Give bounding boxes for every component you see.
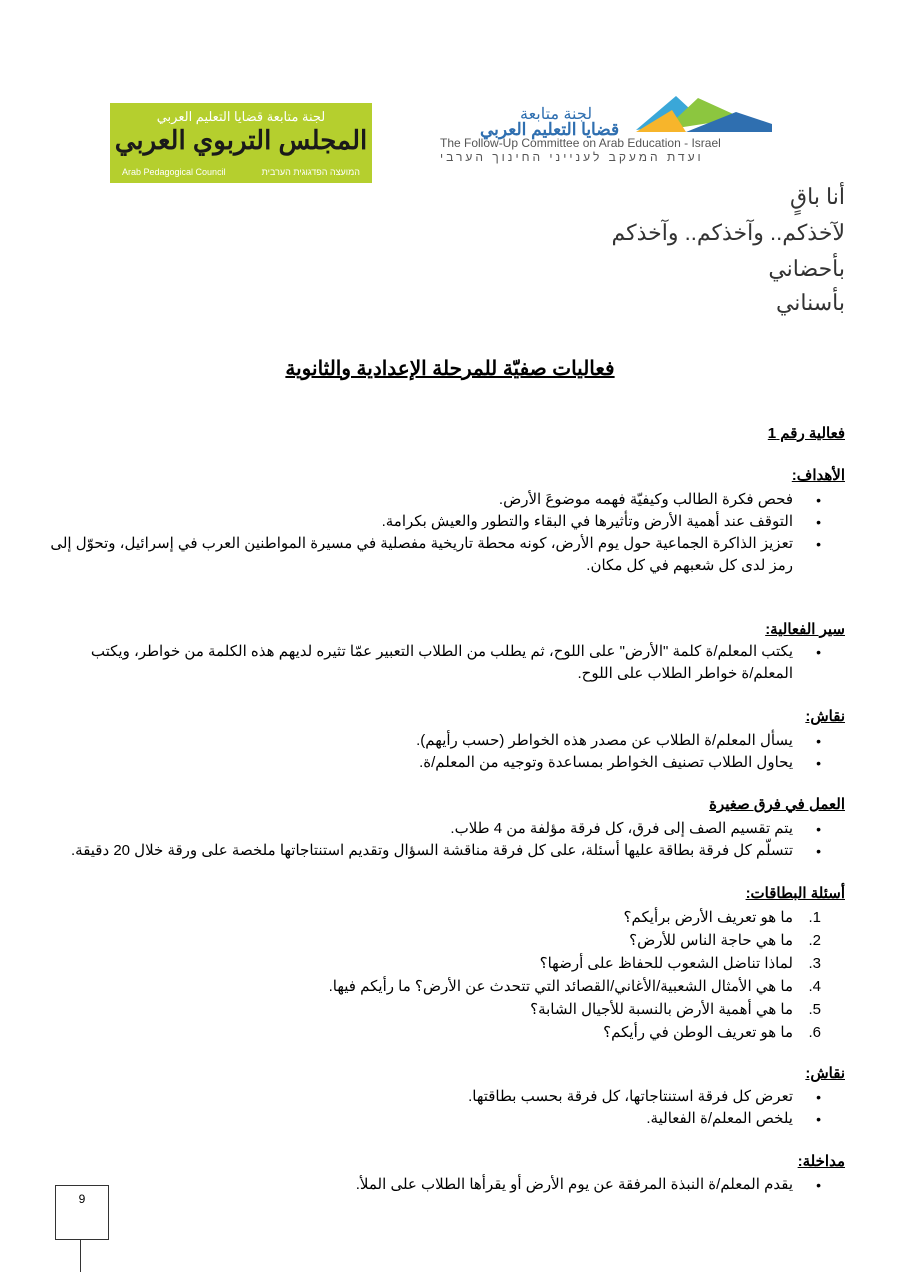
list-item: • يكتب المعلم/ة كلمة "الأرض" على اللوح، ثم يطلب من الطلاب التعبير عمّا تثيره لديهم هذه الكلمة من خواطر، ويكتب المعلم/ة خواطر الطلاب على اللوح.: [48, 641, 793, 685]
discussion-list-2: [48, 1086, 793, 1130]
goals-heading: الأهداف:: [791, 467, 845, 484]
list-item: [48, 998, 821, 1021]
item-text: ما هي الأمثال الشعبية/الأغاني/القصائد التي تتحدث عن الأرض؟ ما رأيكم فيها.: [328, 978, 793, 995]
item-text: ما هو تعريف الأرض برأيكم؟: [623, 909, 793, 926]
activity-title: فعالية رقم 1: [767, 425, 845, 442]
list-item: • يحاول الطلاب تصنيف الخواطر بمساعدة وتوجيه من المعلم/ة.: [48, 752, 793, 774]
poem-line-3: بأحضاني: [768, 256, 845, 281]
list-item: • تعزيز الذاكرة الجماعية حول يوم الأرض، كونه محطة تاريخية مفصلية في مسيرة المواطنين العرب في إسرائيل، وتحوّل إلى رمز لدى كل شعبهم في كل مكان.: [48, 533, 793, 577]
page-number: 9: [78, 1192, 86, 1206]
groups-heading: العمل في فرق صغيرة: [709, 796, 845, 813]
council-logo-english: Arab Pedagogical Council: [122, 167, 226, 177]
list-item: • يتم تقسيم الصف إلى فرق، كل فرقة مؤلفة من 4 طلاب.: [48, 818, 793, 840]
followup-logo-arabic-2: قضايا التعليم العربي: [480, 120, 620, 139]
page-number-line: [80, 1239, 81, 1272]
council-logo-name: المجلس التربوي العربي: [114, 125, 368, 155]
list-item: [48, 952, 821, 975]
list-item: • يقدم المعلم/ة النبذة المرفقة عن يوم الأرض أو يقرأها الطلاب على الملأ.: [48, 1174, 793, 1196]
list-item: • يسأل المعلم/ة الطلاب عن مصدر هذه الخواطر (حسب رأيهم).: [48, 730, 793, 752]
intervention-list: [48, 1174, 793, 1196]
groups-list: [48, 818, 793, 862]
goals-list: [48, 489, 793, 577]
discussion-list-1: [48, 730, 793, 774]
poem-line-2: لآخذكم.. وآخذكم.. وآخذكم: [611, 220, 845, 245]
item-number: 4.: [808, 978, 821, 995]
followup-logo: [436, 92, 774, 164]
item-number: 5.: [808, 1001, 821, 1018]
followup-logo-hebrew: ועדת המעקב לענייני החינוך הערבי: [440, 150, 704, 164]
item-number: 3.: [808, 955, 821, 972]
followup-logo-arabic-1: لجنة متابعة: [520, 106, 593, 123]
discussion-heading-1: نقاش:: [805, 708, 845, 725]
item-number: 6.: [808, 1024, 821, 1041]
page-title: فعاليات صفيّة للمرحلة الإعدادية والثانوية: [285, 358, 615, 380]
poem-line-1: أنا باقٍ: [790, 184, 845, 209]
item-text: ما هي حاجة الناس للأرض؟: [629, 932, 793, 949]
list-item: • تعرض كل فرقة استنتاجاتها، كل فرقة بحسب بطاقتها.: [48, 1086, 793, 1108]
list-item: [48, 929, 821, 952]
list-item: [48, 906, 821, 929]
council-logo-top-text: لجنة متابعة قضايا التعليم العربي: [156, 109, 326, 124]
list-item: • تتسلّم كل فرقة بطاقة عليها أسئلة، على كل فرقة مناقشة السؤال وتقديم استنتاجاتها ملخصة على ورقة خلال 20 دقيقة.: [48, 840, 793, 862]
procedure-heading: سير الفعالية:: [765, 621, 845, 638]
item-number: 2.: [808, 932, 821, 949]
followup-logo-english: The Follow-Up Committee on Arab Education - Israel: [440, 136, 721, 150]
item-text: لماذا تناضل الشعوب للحفاظ على أرضها؟: [539, 955, 793, 972]
list-item: • فحص فكرة الطالب وكيفيّة فهمه موضوعَ الأرض.: [48, 489, 793, 511]
poem-line-4: بأسناني: [775, 290, 845, 315]
page-number-box: [55, 1185, 109, 1240]
intervention-heading: مداخلة:: [797, 1153, 845, 1170]
list-item: [48, 975, 821, 998]
list-item: • التوقف عند أهمية الأرض وتأثيرها في البقاء والتطور والعيش بكرامة.: [48, 511, 793, 533]
council-logo: [110, 103, 372, 183]
council-logo-hebrew: המועצה הפדגוגית הערבית: [261, 167, 360, 177]
discussion-heading-2: نقاش:: [805, 1065, 845, 1082]
cards-heading: أسئلة البطاقات:: [745, 885, 845, 902]
list-item: [48, 1021, 821, 1044]
cards-list: [48, 906, 821, 1044]
item-text: ما هي أهمية الأرض بالنسبة للأجيال الشابة؟: [530, 1001, 793, 1018]
item-number: 1.: [808, 909, 821, 926]
procedure-list: [48, 641, 793, 685]
list-item: • يلخص المعلم/ة الفعالية.: [48, 1108, 793, 1130]
item-text: ما هو تعريف الوطن في رأيكم؟: [603, 1024, 793, 1041]
